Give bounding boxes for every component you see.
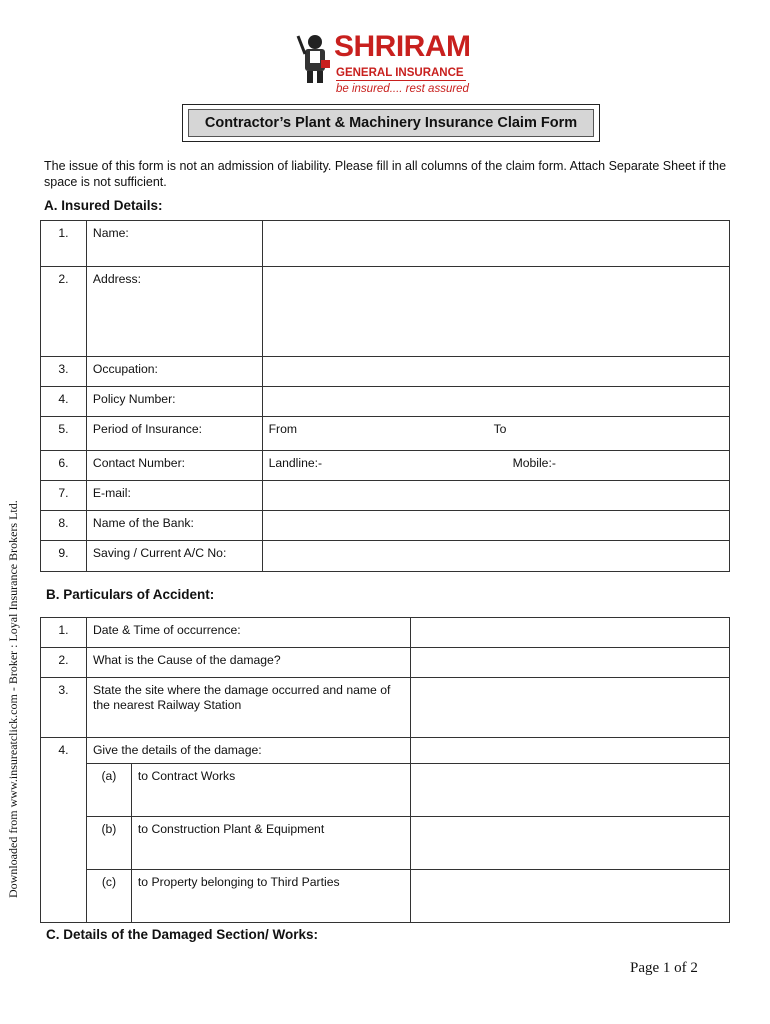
table-row: [41, 618, 730, 648]
row-label: E-mail:: [86, 481, 262, 511]
row-number: 8.: [41, 511, 87, 541]
row-number: 2.: [41, 267, 87, 357]
insured-details-table: [40, 220, 730, 572]
row-number: 3.: [41, 678, 87, 738]
row-label: Policy Number:: [86, 387, 262, 417]
row-number: 9.: [41, 541, 87, 572]
address-field[interactable]: [262, 267, 729, 357]
row-number: 4.: [41, 387, 87, 417]
logo-divider: [336, 80, 466, 81]
account-number-field[interactable]: [262, 541, 729, 572]
download-watermark: Downloaded from www.insureatclick.com - Broker : Loyal Insurance Brokers Ltd.: [6, 500, 20, 898]
row-label: Occupation:: [86, 357, 262, 387]
row-label: Name of the Bank:: [86, 511, 262, 541]
row-number: 5.: [41, 417, 87, 451]
section-b-heading: B. Particulars of Accident:: [46, 587, 215, 602]
row-number: 6.: [41, 451, 87, 481]
email-field[interactable]: [262, 481, 729, 511]
from-label: From: [268, 422, 297, 436]
table-row: [41, 541, 730, 572]
row-number: 1.: [41, 618, 87, 648]
row-label: What is the Cause of the damage?: [86, 648, 410, 678]
section-c-heading: C. Details of the Damaged Section/ Works:: [46, 927, 319, 942]
page-number: Page 1 of 2: [630, 960, 698, 976]
table-row: [41, 817, 730, 870]
row-label: Date & Time of occurrence:: [86, 618, 410, 648]
row-label: Address:: [86, 267, 262, 357]
table-row: [41, 870, 730, 923]
row-number: 7.: [41, 481, 87, 511]
sub-row-number: (c): [86, 870, 131, 923]
contact-field[interactable]: [262, 451, 729, 481]
contract-works-field[interactable]: [410, 764, 729, 817]
form-title-box: [182, 104, 600, 142]
mascot-icon: [296, 30, 334, 86]
policy-number-field[interactable]: [262, 387, 729, 417]
to-label: To: [493, 422, 507, 436]
table-row: [41, 357, 730, 387]
sub-row-label: to Contract Works: [131, 764, 410, 817]
table-row: [41, 451, 730, 481]
table-row: [41, 387, 730, 417]
row-number: 2.: [41, 648, 87, 678]
row-label: State the site where the damage occurred and name of the nearest Railway Station: [86, 678, 410, 738]
shriram-logo: [296, 30, 471, 98]
bank-name-field[interactable]: [262, 511, 729, 541]
table-row: [41, 417, 730, 451]
row-label: Give the details of the damage:: [86, 738, 410, 764]
cause-field[interactable]: [410, 648, 729, 678]
table-row: [41, 221, 730, 267]
sub-row-number: (b): [86, 817, 131, 870]
logo-brand-text: SHRIRAM: [334, 30, 471, 63]
row-label: Name:: [86, 221, 262, 267]
logo-tagline: be insured.... rest assured: [336, 83, 469, 95]
occurrence-field[interactable]: [410, 618, 729, 648]
row-number: 1.: [41, 221, 87, 267]
row-number: 4.: [41, 738, 87, 923]
mobile-label: Mobile:-: [512, 456, 556, 470]
sub-row-label: to Property belonging to Third Parties: [131, 870, 410, 923]
table-row: [41, 738, 730, 764]
sub-row-number: (a): [86, 764, 131, 817]
landline-label: Landline:-: [268, 456, 323, 470]
section-a-heading: A. Insured Details:: [44, 198, 163, 213]
row-label: Saving / Current A/C No:: [86, 541, 262, 572]
table-row: [41, 648, 730, 678]
site-field[interactable]: [410, 678, 729, 738]
logo-subtitle: GENERAL INSURANCE: [336, 67, 464, 79]
row-label: Period of Insurance:: [86, 417, 262, 451]
period-field[interactable]: [262, 417, 729, 451]
table-row: [41, 511, 730, 541]
plant-equipment-field[interactable]: [410, 817, 729, 870]
table-row: [41, 267, 730, 357]
occupation-field[interactable]: [262, 357, 729, 387]
intro-text: The issue of this form is not an admission of liability. Please fill in all columns of the claim form. Attach Separate Sheet if the space is not sufficient.: [44, 159, 727, 189]
table-row: [41, 764, 730, 817]
row-label: Contact Number:: [86, 451, 262, 481]
accident-particulars-table: [40, 617, 730, 923]
name-field[interactable]: [262, 221, 729, 267]
sub-row-label: to Construction Plant & Equipment: [131, 817, 410, 870]
row-number: 3.: [41, 357, 87, 387]
damage-details-field[interactable]: [410, 738, 729, 764]
form-title: Contractor’s Plant & Machinery Insurance Claim Form: [188, 109, 594, 137]
table-row: [41, 481, 730, 511]
third-party-property-field[interactable]: [410, 870, 729, 923]
table-row: [41, 678, 730, 738]
